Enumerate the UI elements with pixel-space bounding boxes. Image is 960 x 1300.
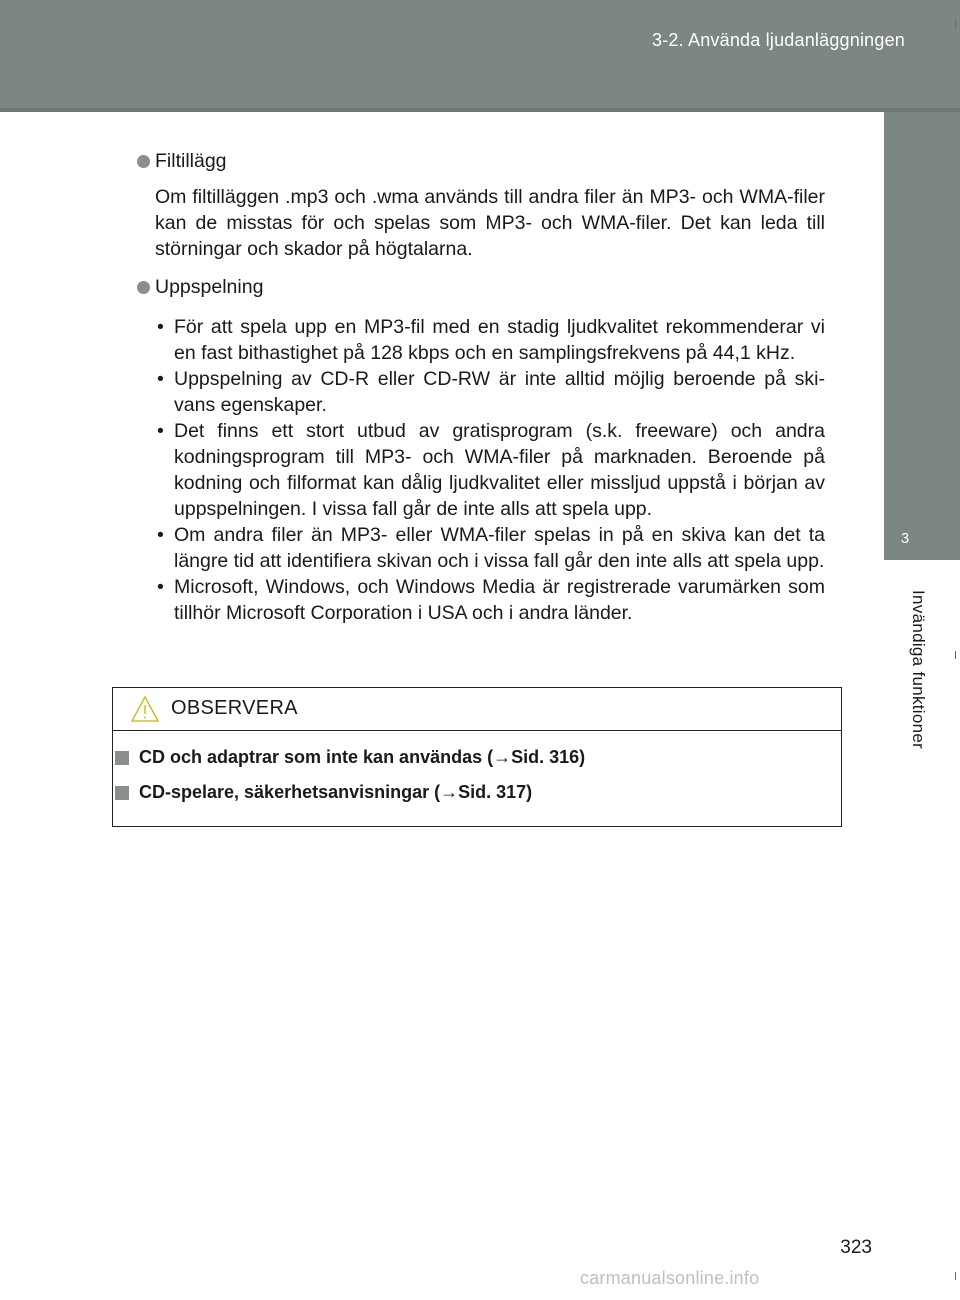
crop-mark xyxy=(955,1272,956,1280)
notice-box xyxy=(112,687,842,827)
notice-item: CD-spelare, säkerhetsanvisningar (→Sid. 317) xyxy=(113,782,532,803)
list-item: • Om andra filer än MP3- eller WMA-filer spelas in på en skiva kan det ta längre tid att identifiera skivan och i vissa fall går den inte alls att spela upp. xyxy=(157,524,825,572)
header-divider xyxy=(0,108,960,112)
bullet-icon: • xyxy=(157,368,164,390)
bullet-icon: • xyxy=(157,420,164,442)
bullet-icon: • xyxy=(157,316,164,338)
chapter-label: Invändiga funktioner xyxy=(909,590,928,750)
bullet-icon: • xyxy=(157,524,164,546)
crop-mark xyxy=(955,20,956,28)
section-title: 3-2. Använda ljudanläggningen xyxy=(651,30,905,50)
warning-triangle-icon xyxy=(130,695,160,723)
page-header xyxy=(0,0,960,112)
paragraph: Om filtilläggen .mp3 och .wma används till andra filer än MP3- och WMA-filer kan de misstas för och spelas som MP3- och WMA-filer. Det kan leda till störningar och skador på högtalarna. xyxy=(155,186,825,260)
bullet-dot-icon xyxy=(137,155,150,168)
square-bullet-icon xyxy=(115,786,129,800)
chapter-tab xyxy=(884,112,960,560)
bullet-dot-icon xyxy=(137,281,150,294)
watermark: carmanualsonline.info xyxy=(580,1268,760,1288)
square-bullet-icon xyxy=(115,751,129,765)
page-number: 323 xyxy=(840,1237,872,1258)
list-item: • Microsoft, Windows, och Windows Media är registrerade varumärken som tillhör Microsoft Corporation i USA och i andra länder. xyxy=(157,576,825,624)
notice-item: CD och adaptrar som inte kan användas (→Sid. 316) xyxy=(113,747,585,768)
section-heading: Uppspelning xyxy=(135,274,825,300)
list-item: • Det finns ett stort utbud av gratisprogram (s.k. freeware) och andra kodningsprogram till MP3- och WMA-filer på marknaden. Beroende på kodning och filformat kan dålig ljudkvalitet eller missljud uppstå i början av uppspelningen. I vissa fall går de inte alls att spela upp. xyxy=(157,420,825,520)
list-item: • För att spela upp en MP3-fil med en stadig ljudkvalitet rekommenderar vi en fast bithastighet på 128 kbps och en samplingsfrekvens på 44,1 kHz. xyxy=(157,316,825,364)
crop-mark xyxy=(955,651,956,659)
list-item: • Uppspelning av CD-R eller CD-RW är inte alltid möjlig beroende på ski-vans egenskaper. xyxy=(157,368,825,416)
notice-header xyxy=(113,688,841,731)
bullet-list xyxy=(155,314,825,626)
notice-title: OBSERVERA xyxy=(171,697,298,719)
chapter-number: 3 xyxy=(900,530,910,547)
section-heading: Filtillägg xyxy=(135,148,825,174)
bullet-icon: • xyxy=(157,576,164,598)
main-content xyxy=(135,148,825,626)
